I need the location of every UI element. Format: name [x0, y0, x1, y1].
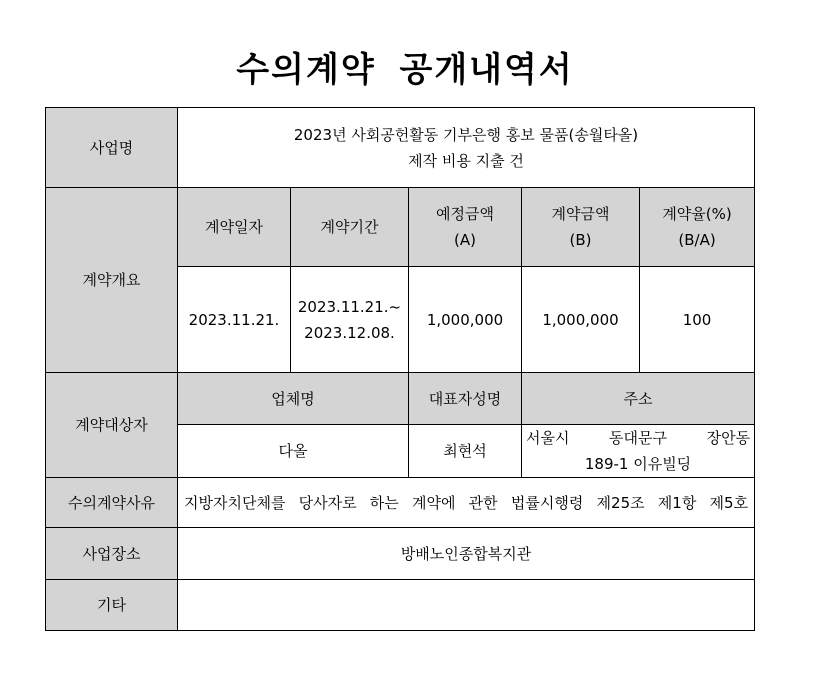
- company-name: 다올: [178, 425, 409, 478]
- contract-summary-label: 계약개요: [46, 188, 178, 373]
- contractor-label: 계약대상자: [46, 373, 178, 478]
- reason-label: 수의계약사유: [46, 478, 178, 528]
- representative-name: 최현석: [409, 425, 522, 478]
- value-contract-date: 2023.11.21.: [178, 267, 291, 373]
- etc-value: [178, 580, 755, 631]
- header-contract-period: 계약기간: [291, 188, 409, 267]
- header-address: 주소: [522, 373, 755, 425]
- header-contract-rate: 계약율(%) (B/A): [640, 188, 755, 267]
- project-name-label: 사업명: [46, 108, 178, 188]
- row-reason: [46, 478, 755, 528]
- row-summary-headers: [46, 188, 755, 267]
- address-line-2: 189-1 이유빌딩: [584, 455, 692, 473]
- address-line-1: 서울시 동대문구 장안동: [526, 429, 751, 447]
- header-estimated-amount: 예정금액 (A): [409, 188, 522, 267]
- value-estimated-amount: 1,000,000: [409, 267, 522, 373]
- value-contract-rate: 100: [640, 267, 755, 373]
- value-contract-amount: 1,000,000: [522, 267, 640, 373]
- reason-value: [178, 478, 755, 528]
- page-title: 수의계약 공개내역서: [236, 50, 574, 90]
- value-contract-period: 2023.11.21.~ 2023.12.08.: [291, 267, 409, 373]
- header-contract-amount: 계약금액 (B): [522, 188, 640, 267]
- project-name-value: 2023년 사회공헌활동 기부은행 홍보 물품(송월타올) 제작 비용 지출 건: [178, 108, 755, 188]
- reason-text: 지방자치단체를 당사자로 하는 계약에 관한 법률시행령 제25조 제1항 제5호: [184, 493, 749, 512]
- contract-disclosure-table: [45, 107, 755, 631]
- header-contract-date: 계약일자: [178, 188, 291, 267]
- row-etc: [46, 580, 755, 631]
- etc-label: 기타: [46, 580, 178, 631]
- address: [522, 425, 755, 478]
- row-project-name: [46, 108, 755, 188]
- location-value: 방배노인종합복지관: [178, 528, 755, 580]
- row-location: [46, 528, 755, 580]
- header-representative: 대표자성명: [409, 373, 522, 425]
- header-company-name: 업체명: [178, 373, 409, 425]
- location-label: 사업장소: [46, 528, 178, 580]
- row-contractor-headers: [46, 373, 755, 425]
